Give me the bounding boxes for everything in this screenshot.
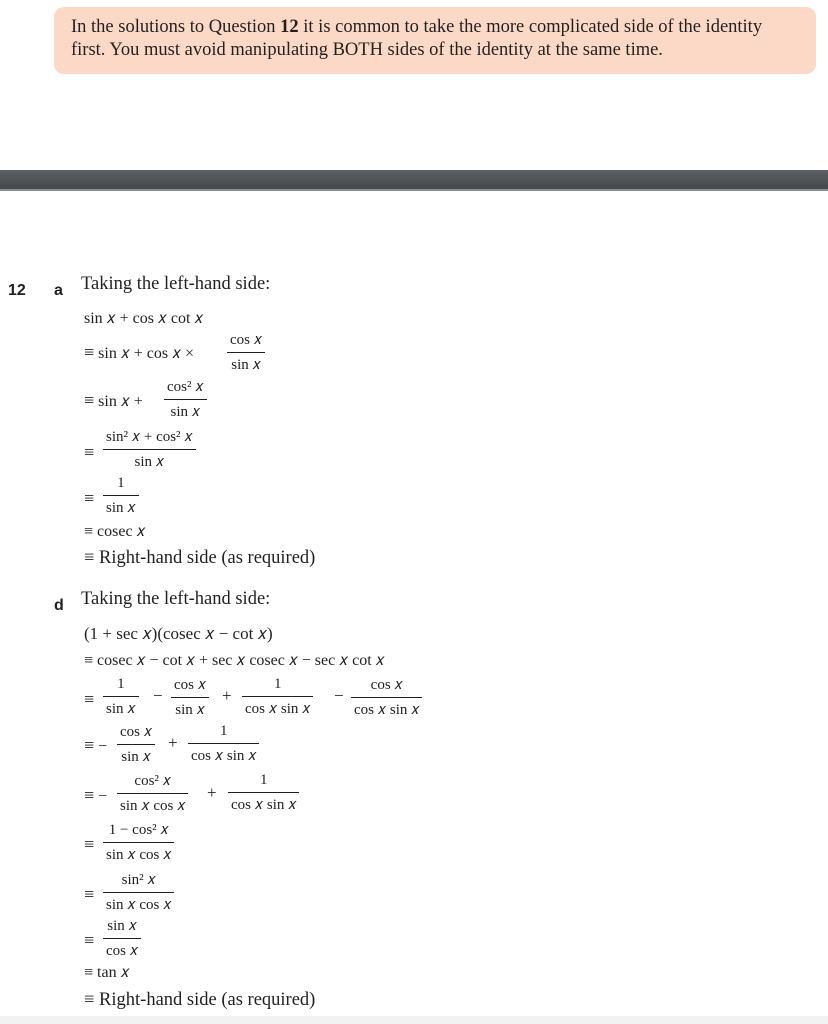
part-a-line-7: ≡ Right-hand side (as required) — [84, 548, 316, 568]
part-a-intro: Taking the left-hand side: — [81, 274, 271, 294]
part-d-line-10: ≡ Right-hand side (as required) — [84, 990, 316, 1010]
part-label-a: a — [54, 282, 63, 299]
part-d-line-5-frac-2: 1 cos 𝑥 sin 𝑥 — [228, 772, 299, 814]
part-a-line-5-fraction: 1 sin 𝑥 — [103, 475, 139, 517]
part-label-d: d — [54, 597, 64, 614]
part-d-line-8-equiv: ≡ — [84, 930, 95, 950]
part-d-line-2: ≡ cosec 𝑥 − cot 𝑥 + sec 𝑥 cosec 𝑥 − sec 𝑥 cot 𝑥 — [84, 652, 385, 669]
page-divider-edge — [0, 189, 828, 191]
part-a-line-5-equiv: ≡ — [84, 488, 95, 508]
part-d-line-3-equiv: ≡ — [84, 689, 95, 709]
part-d-intro: Taking the left-hand side: — [81, 589, 271, 609]
note-text: In the solutions to Question 12 it is common to take the more complicated side of the identity first. You must avoid manipulating BOTH sides of the identity at the same time. — [71, 17, 763, 60]
part-a-line-6: ≡ cosec 𝑥 — [84, 523, 146, 540]
note-callout — [54, 7, 816, 74]
part-a-line-4-fraction: sin² 𝑥 + cos² 𝑥 sin 𝑥 — [103, 428, 196, 471]
part-d-line-8-fraction: sin 𝑥 cos 𝑥 — [103, 917, 141, 960]
part-d-line-6-fraction: 1 − cos² 𝑥 sin 𝑥 cos 𝑥 — [103, 821, 174, 864]
part-d-line-3-plus: + — [222, 686, 232, 705]
part-d-line-4-frac-2: 1 cos 𝑥 sin 𝑥 — [188, 723, 259, 765]
part-d-line-7-equiv: ≡ — [84, 884, 95, 904]
part-a-line-3-lhs: ≡ sin 𝑥 + — [84, 390, 143, 410]
part-d-line-6-equiv: ≡ — [84, 834, 95, 854]
part-d-line-3-minus-2: − — [334, 686, 344, 705]
part-d-line-3-minus-1: − — [153, 686, 163, 705]
part-a-line-2-lhs: ≡ sin 𝑥 + cos 𝑥 × — [84, 342, 195, 362]
part-a-line-2-fraction: cos 𝑥 sin 𝑥 — [227, 331, 265, 374]
page-divider — [0, 170, 828, 190]
part-d-line-5-lhs: ≡ − — [84, 785, 108, 805]
part-d-line-9: ≡ tan 𝑥 — [84, 964, 130, 981]
part-d-line-7-fraction: sin² 𝑥 sin 𝑥 cos 𝑥 — [103, 871, 174, 914]
page-bottom-strip — [0, 1016, 828, 1024]
part-d-line-4-frac-1: cos 𝑥 sin 𝑥 — [117, 723, 155, 766]
part-d-line-4-lhs: ≡ − — [84, 735, 108, 755]
part-a-line-3-fraction: cos² 𝑥 sin 𝑥 — [164, 378, 207, 421]
part-d-line-3-frac-4: cos 𝑥 cos 𝑥 sin 𝑥 — [351, 676, 422, 719]
part-d-line-3-frac-3: 1 cos 𝑥 sin 𝑥 — [242, 676, 313, 718]
part-d-line-5-frac-1: cos² 𝑥 sin 𝑥 cos 𝑥 — [117, 772, 188, 815]
part-a-line-4-equiv: ≡ — [84, 442, 95, 462]
part-d-line-3-frac-2: cos 𝑥 sin 𝑥 — [171, 676, 209, 719]
question-number: 12 — [8, 282, 26, 299]
part-d-line-5-plus: + — [207, 783, 217, 802]
part-d-line-3-frac-1: 1 sin 𝑥 — [103, 676, 139, 718]
part-d-line-1: (1 + sec 𝑥)(cosec 𝑥 − cot 𝑥) — [84, 624, 273, 643]
part-a-line-1: sin 𝑥 + cos 𝑥 cot 𝑥 — [84, 310, 204, 327]
part-d-line-4-plus: + — [168, 733, 178, 752]
